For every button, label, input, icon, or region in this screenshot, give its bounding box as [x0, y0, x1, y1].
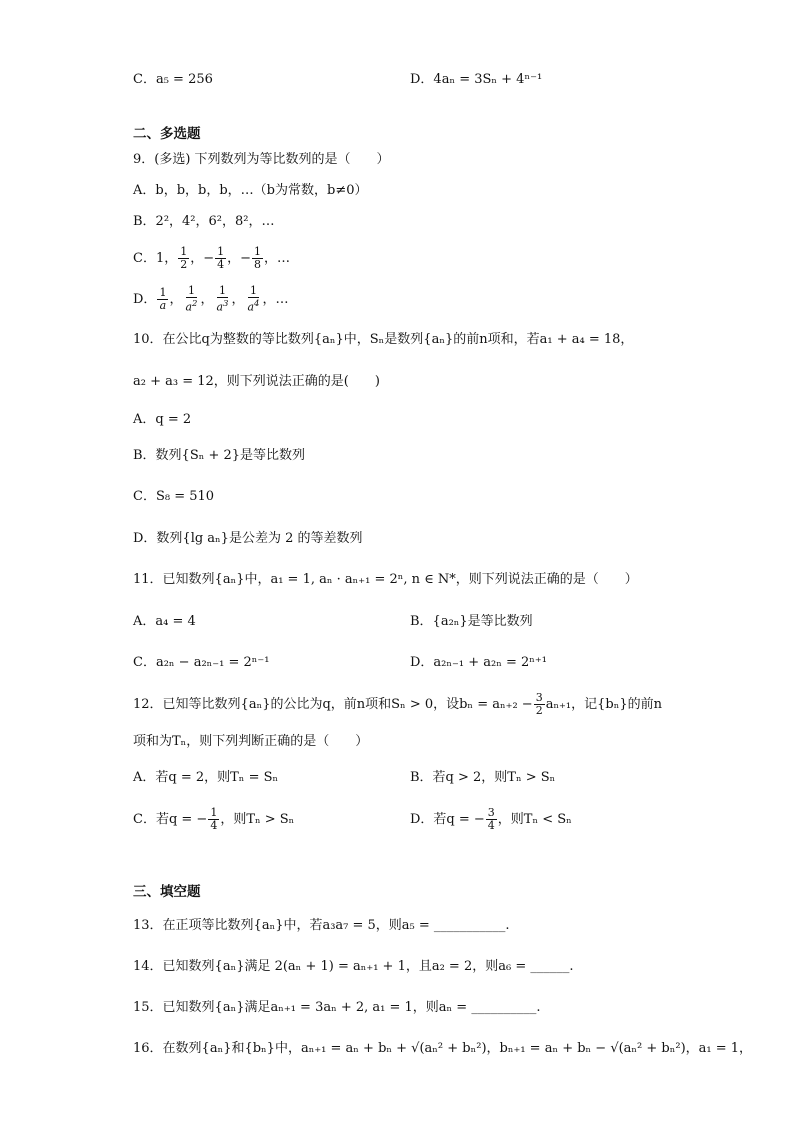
q15-stem: 15．已知数列{aₙ}满足aₙ₊₁ = 3aₙ + 2, a₁ = 1，则aₙ = __________.: [133, 1000, 541, 1015]
q9-option-c-prefix: C．1，: [133, 251, 178, 266]
q11-option-c: C．a₂ₙ − a₂ₙ₋₁ = 2ⁿ⁻¹: [133, 655, 270, 670]
q10-option-a: A．q = 2: [133, 412, 192, 427]
q9-c-term-1: $\frac{1}{2}$: [180, 245, 188, 271]
q9-option-b: B．2²，4²，6²，8²，…: [133, 214, 275, 229]
q9-c-term-2: $\frac{1}{4}$: [217, 245, 225, 271]
q9-d-term-2: $\frac{1}{a^2}$: [185, 284, 198, 314]
q12-option-c-prefix: C．若q = −: [133, 812, 208, 827]
q9-d-term-4: $\frac{1}{a^4}$: [247, 284, 260, 314]
q9-option-c: C．1， $\frac{1}{2}$ ，− $\frac{1}{4}$ ，− $\frac{1}{8}$ ，…: [133, 245, 291, 271]
q9-d-term-1: $\frac{1}{a}$: [159, 286, 167, 312]
q16-stem: 16．在数列{aₙ}和{bₙ}中，aₙ₊₁ = aₙ + bₙ + √(aₙ² + bₙ²)，bₙ₊₁ = aₙ + bₙ − √(aₙ² + bₙ²)，a₁ = 1，: [133, 1041, 753, 1056]
q9-option-d: D． $\frac{1}{a}$ ， $\frac{1}{a^2}$ ， $\frac{1}{a^3}$ ， $\frac{1}{a^4}$ ，…: [133, 284, 289, 314]
q11-option-d: D．a₂ₙ₋₁ + a₂ₙ = 2ⁿ⁺¹: [410, 655, 547, 670]
q11-stem: 11．已知数列{aₙ}中，a₁ = 1, aₙ · aₙ₊₁ = 2ⁿ, n ∈ N*，则下列说法正确的是（ ）: [133, 572, 638, 587]
q12-option-d-fraction: $\frac{3}{4}$: [487, 806, 495, 832]
q12-stem-line1: [133, 690, 662, 720]
q12-option-d: [410, 804, 572, 836]
q12-option-d-suffix: ，则Tₙ < Sₙ: [497, 812, 572, 827]
section-fill-blank-title: 三、填空题: [133, 884, 201, 900]
q9-d-term-3: $\frac{1}{a^3}$: [216, 284, 229, 314]
q9-option-d-prefix: D．: [133, 292, 157, 307]
q12-option-d-prefix: D．若q = −: [410, 812, 485, 827]
section-multi-choice-title: 二、多选题: [133, 126, 201, 142]
prev-option-c: C．a₅ = 256: [133, 72, 213, 87]
q9-option-d-suffix: ，…: [262, 292, 289, 307]
prev-option-d: D．4aₙ = 3Sₙ + 4ⁿ⁻¹: [410, 72, 543, 87]
q10-option-b: B．数列{Sₙ + 2}是等比数列: [133, 448, 306, 463]
q12-option-b: B．若q > 2，则Tₙ > Sₙ: [410, 770, 556, 785]
q9-c-term-3: $\frac{1}{8}$: [254, 245, 262, 271]
q12-option-c: [133, 804, 294, 836]
q10-option-d: D．数列{lg aₙ}是公差为 2 的等差数列: [133, 531, 363, 546]
q12-option-c-suffix: ，则Tₙ > Sₙ: [220, 812, 295, 827]
q10-stem-line1: 10．在公比q为整数的等比数列{aₙ}中，Sₙ是数列{aₙ}的前n项和，若a₁ + a₄ = 18，: [133, 332, 634, 347]
q9-option-a: A．b，b，b，b，…（b为常数，b≠0）: [133, 183, 368, 198]
q9-option-c-suffix: ，…: [264, 251, 291, 266]
q13-stem: 13．在正项等比数列{aₙ}中，若a₃a₇ = 5，则a₅ = ___________.: [133, 918, 510, 933]
q10-option-c: C．S₈ = 510: [133, 489, 215, 504]
q10-stem-line2: a₂ + a₃ = 12，则下列说法正确的是( ): [133, 374, 380, 389]
q12-stem-line2: 项和为Tₙ，则下列判断正确的是（ ）: [133, 734, 369, 749]
q11-option-b: B．{a₂ₙ}是等比数列: [410, 614, 533, 629]
q12-option-c-fraction: $\frac{1}{4}$: [210, 806, 218, 832]
q9-stem: 9．(多选) 下列数列为等比数列的是（ ）: [133, 152, 390, 167]
q12-stem-fraction: $\frac{3}{2}$: [535, 691, 543, 717]
q12-stem-part2: aₙ₊₁，记{bₙ}的前n: [545, 697, 662, 712]
q12-stem-part1: 12．已知等比数列{aₙ}的公比为q，前n项和Sₙ > 0，设bₙ = aₙ₊₂ −: [133, 697, 533, 712]
q11-option-a: A．a₄ = 4: [133, 614, 196, 629]
q12-option-a: A．若q = 2，则Tₙ = Sₙ: [133, 770, 279, 785]
q14-stem: 14．已知数列{aₙ}满足 2(aₙ + 1) = aₙ₊₁ + 1，且a₂ = 2，则a₆ = ______.: [133, 959, 574, 974]
